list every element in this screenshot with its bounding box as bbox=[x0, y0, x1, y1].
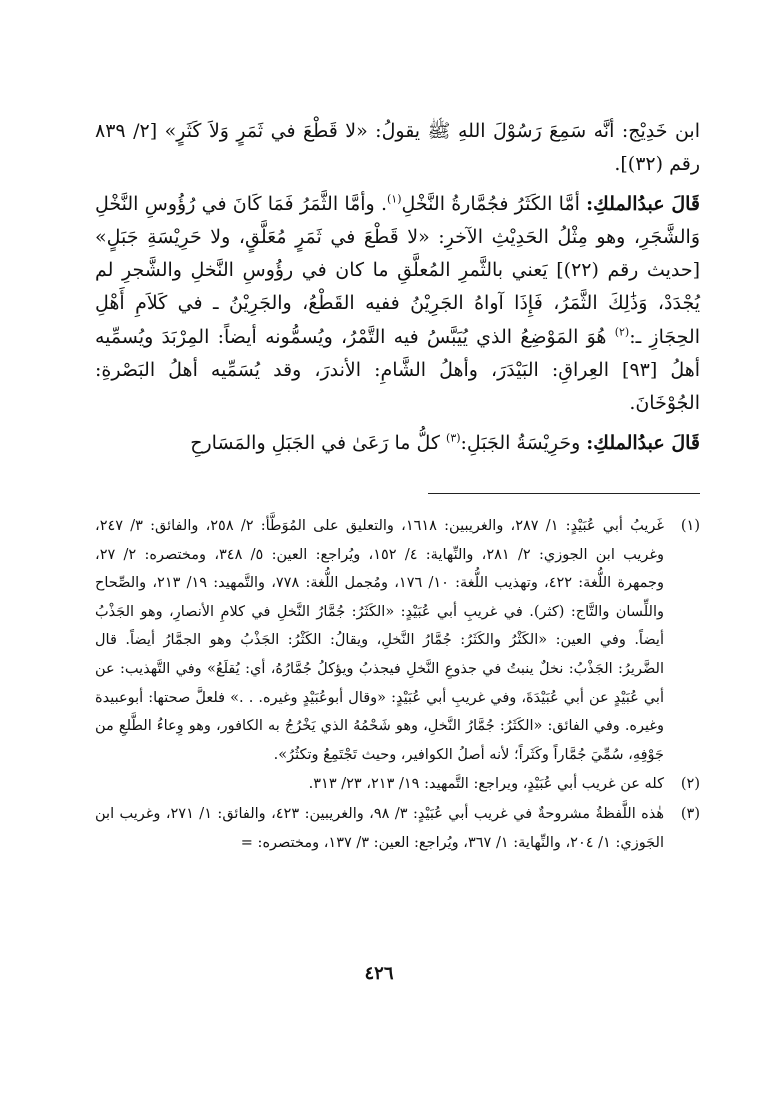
paragraph-3-text-a: وحَرِيْسَةُ الجَبَلِ: bbox=[460, 431, 587, 454]
paragraph-1 bbox=[95, 115, 700, 182]
footnote bbox=[95, 800, 700, 857]
footnotes bbox=[95, 512, 700, 858]
speaker-label: قَالَ عبدُالملكِ: bbox=[586, 192, 701, 215]
paragraph-2 bbox=[95, 188, 700, 421]
footnote bbox=[95, 512, 700, 769]
paragraph-2-text-a: أمَّا الكَثَرُ فجُمَّارةُ النَّخْلِ bbox=[401, 192, 587, 215]
footnote-number: (٣) bbox=[680, 805, 700, 822]
paragraph-1-text: ابن خَدِيْج: أنَّه سَمِعَ رَسُوْلَ اللهِ ﷺ يقولُ: «لا قَطْعَ في ثَمَرٍ وَلاَ كَثَرٍ» [٢/ ٨٣٩ رقم (٣٢)]. bbox=[95, 120, 700, 176]
paragraph-3-text-b: كلُّ ما رَعَىٰ في الجَبَلِ والمَسَارحِ bbox=[190, 431, 447, 454]
footnote-ref-2: (٢) bbox=[614, 325, 630, 339]
footnote bbox=[95, 770, 700, 799]
paragraph-2-text-b: . وأمَّا الثَّمَرُ فَمَا كَانَ في رُؤُوسِ النَّخْلِ وَالشَّجَرِ، وهو مِثْلُ الحَدِيْثِ الآخرِ: «لا قَطْعَ في ثَمَرٍ مُعَلَّقٍ، ولا حَرِيْسَةِ جَبَلٍ» [حديث رقم (٢٢)] يَعني بالثَّمرِ المُعلَّقِ ما كان في رؤُوسِ النَّخلِ والشَّجرِ لم يُجْدَدْ، وَذَٰلِكَ الثَّمَرُ، فَإِذَا آواهُ الجَرِيْنُ ففيه القَطْعُ، والجَرِيْنُ ـ في كَلاَمِ أَهْلِ الحِجَازِ ـ: bbox=[95, 192, 700, 348]
page-number: ٤٢٦ bbox=[364, 963, 394, 984]
footnote-divider bbox=[428, 493, 700, 494]
footnote-ref-3: (٣) bbox=[446, 431, 461, 445]
footnote-text: غَريبُ أبي عُبَيْدٍ: ١/ ٢٨٧، والغريبين: ١٦١٨، والتعليق على المُوَطَّأ: ٢/ ٢٥٨، والفائق: ٣/ ٢٤٧، وغريب ابن الجوزي: ٢/ ٢٨١، والنِّهاية: ٤/ ١٥٢، ويُراجع: العين: ٥/ ٣٤٨، ومختصره: ٢/ ٢٧، وجمهرة اللُّغة: ٤٢٢، وتهذيب اللُّغة: ١٠/ ١٧٦، ومُجمل اللُّغة: ٧٧٨، والتَّمهيد: ١٩/ ٢١٣، والصِّحاح واللِّسان والتَّاج: (كثر). في غريبِ أبي عُبَيْدٍ: «الكَثَرُ: جُمَّارُ النَّخلِ في كلامِ الأنصارِ، وهو الجَذْبُ أيضاً. وفي العين: «الكَثْرُ والكَثَرُ: جُمَّارُ النَّخلِ، ويقالُ: الكَثْرُ: الجَذْبُ وهو الجمَّارُ أيضاً. قال الضَّريرُ: الجَذْبُ: نخلٌ ينبتُ في جذوعِ النَّخلِ فيجذبُ ويؤكلُ جُمَّارُهُ، أي: يُقلَعُ» وفي التَّهذيب: عن أبي عُبَيْدٍ عن أبي عُبَيْدَةَ، وفي غريبِ أبي عُبَيْدٍ: «وقال أبوعُبَيْدٍ وغيره. . .» فلعلَّ صحتها: أبوعبيدة وغيره. وفي الفائق: «الكَثَرُ: جُمَّارُ النَّخلِ، وهو شَحْمُهُ الذي يَخْرُجُ به الكافور، وهو وِعاءُ الطَّلعِ من جَوْفِهِ، سُمِّيَ جُمَّاراً وكَثَراً؛ لأنه أصلُ الكوافير، وحيث تَجْتَمِعُ وتكثُرُ». bbox=[95, 518, 665, 763]
paragraph-2-text-c: هُوَ المَوْضِعُ الذي يُيَبَّسُ فيه التَّمْرُ، ويُسمُّونه أيضاً: المِرْبَدَ ويُسمِّيه أهلُ [٩٣] العِراقِ: البَيْدَرَ، وأهلُ الشَّامِ: الأندرَ، وقد يُسَمِّيه أهلُ البَصْرةِ: الجُوْخَانَ. bbox=[95, 325, 701, 415]
paragraph-3 bbox=[95, 427, 700, 460]
footnote-text: كله عن غريب أبي عُبَيْدٍ، ويراجع: التَّمهيد: ١٩/ ٢١٣، ٢٣/ ٣١٣. bbox=[308, 776, 664, 793]
footnote-number: (١) bbox=[680, 518, 700, 534]
main-text bbox=[95, 115, 700, 460]
footnote-number: (٢) bbox=[680, 776, 700, 793]
footnote-ref-1: (١) bbox=[387, 192, 402, 206]
speaker-label: قَالَ عبدُالملكِ: bbox=[586, 431, 700, 454]
footnote-text: هٰذه اللَّفظةُ مشروحةٌ في غريب أبي عُبَيْدٍ: ٣/ ٩٨، والغريبين: ٤٢٣، والفائق: ١/ ٢٧١، وغريب ابن الجَوزي: ١/ ٢٠٤، والنِّهاية: ١/ ٣٦٧، ويُراجع: العين: ٣/ ١٣٧، ومختصره: = bbox=[95, 805, 665, 851]
